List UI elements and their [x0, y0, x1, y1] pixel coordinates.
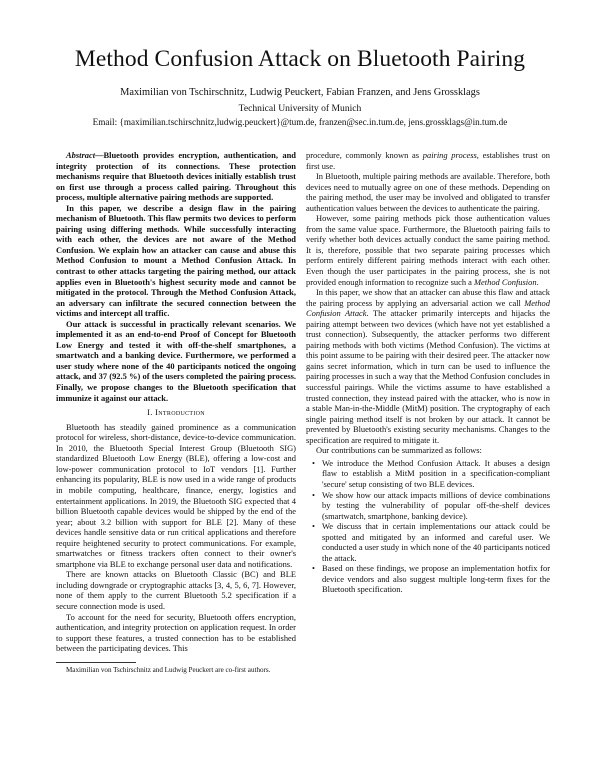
section-number: I.: [147, 407, 153, 418]
emphasis-text: pairing process: [422, 150, 477, 160]
text-run: In this paper, we show that an attacker can abuse this flaw and attack the pairing process by applying an adversarial action we call: [306, 287, 550, 308]
abstract-text: —Bluetooth provides encryption, authentication, and integrity protection of its connections. These protection mechanisms require that Bluetooth devices initially establish trust on first use through a process called pairing. Throughout this process, multiple alternative pairing methods are supported.: [56, 150, 296, 203]
footnote-rule: [56, 662, 136, 663]
list-item-text: Based on these findings, we propose an implementation hotfix for device vendors and also suggest multiple long-term fixes for the Bluetooth specification.: [322, 563, 550, 595]
body-paragraph: [306, 150, 550, 171]
emphasis-text: Method Confusion: [474, 276, 537, 287]
abstract-paragraph: Our attack is successful in practically relevant scenarios. We implemented it as an end-to-end Proof of Concept for Bluetooth Low Energy and tested it with off-the-shelf smartphones, a smartwatch and a banking device. Furthermore, we performed a user study where none of the 40 participants noticed the ongoing attack, and 37 (92.5 %) of the users completed the pairing process. Finally, we propose changes to the Bluetooth specification that immunize it against our attack.: [56, 318, 296, 403]
body-paragraph: [306, 287, 550, 445]
abstract-paragraph: [56, 150, 296, 203]
right-column: [306, 150, 550, 595]
text-run: , establishes trust on first use.: [306, 150, 550, 171]
footnote: Maximilian von Tschirschnitz and Ludwig Peuckert are co-first authors.: [66, 665, 271, 674]
list-item-text: We discuss that in certain implementations our attack could be spotted and mitigated by an informed and careful user. We conducted a user study in which none of the 40 participants noticed the attack.: [322, 521, 550, 563]
body-paragraph: Bluetooth has steadily gained prominence as a communication protocol for wireless, short-distance, device-to-device communication. In 2010, the Bluetooth Special Interest Group (Bluetooth SIG) standardized Bluetooth Low Energy (BLE), offering a low-cost and low-power communication protocol to IoT vendors [1]. Further enhancing its popularity, BLE is now used in a wide range of products in mobile computing, healthcare, finance, energy, logistics and entertainment applications. In 2019, the Bluetooth SIG expected that 4 billion Bluetooth capable devices would be shipped by the end of the year; about 3.2 billion with support for BLE [2]. Many of these devices handle sensitive data or run critical applications and therefore require heightened security to protect communications. For example, smartwatches or fitness trackers often connect to their owner's smartphone via BLE to exchange personal user data and notifications.: [56, 421, 296, 569]
list-item: [306, 490, 550, 522]
paper-title: Method Confusion Attack on Bluetooth Pairing: [74, 46, 526, 72]
body-paragraph: There are known attacks on Bluetooth Classic (BC) and BLE including downgrade or cryptographic attacks [3, 4, 5, 6, 7]. However, none of them apply to the current Bluetooth 5.2 specification if a secure connection mode is used.: [56, 569, 296, 611]
body-paragraph: To account for the need for security, Bluetooth offers encryption, authentication, and integrity protection on application request. In order to support these features, a trusted connection has to be established between the participating devices. This: [56, 611, 296, 654]
author-emails: Email: {maximilian.tschirschnitz,ludwig.peuckert}@tum.de, franzen@sec.in.tum.de, jens.grossklags@in.tum.de: [92, 117, 508, 127]
body-paragraph: Our contributions can be summarized as follows:: [316, 445, 482, 456]
text-run: procedure, commonly known as: [306, 150, 423, 160]
body-paragraph: In Bluetooth, multiple pairing methods are available. Therefore, both devices need to mutually agree on one of these methods. Depending on the pairing method, the user may be involved and obligated to transfer authentication values between the devices to authenticate the pairing.: [306, 171, 550, 213]
abstract-paragraph: In this paper, we describe a design flaw in the pairing mechanism of Bluetooth. This flaw permits two devices to perform pairing using differing methods. While successfully interacting with each other, the devices are not aware of the Method Confusion. We explain how an attacker can cause and abuse this Method Confusion to mount a Method Confusion Attack. In contrast to other attacks targeting the pairing method, our attack applies even in Bluetooth's highest security mode and cannot be mitigated in the protocol. Through the Method Confusion Attack, an adversary can infiltrate the secured connection between the victims and intercept all traffic.: [56, 202, 296, 319]
text-run: . The attacker primarily intercepts and hijacks the pairing attempt between two devices (which have not yet established a trust connection). Subsequently, the attacker performs two different pairing methods with both victims (Method Confusion). The victims at this point assume to be pairing with their desired peer. The attacker now gains secret information, which in turn can be used to influence the pairing processes in such a way that the Method Confusion concludes in successful pairings. While the victims assume to have established a trusted connection, they instead paired with the attacker, who is now in a stable Man-in-the-Middle (MitM) position. The cryptography of each single pairing method itself is not broken by our attack. It cannot be prevented by Bluetooth's existing security mechanisms. Changes to the specification are required to mitigate it.: [306, 308, 551, 445]
bullet-icon: •: [312, 457, 315, 468]
list-item-text: We show how our attack impacts millions of device combinations by testing the vulnerability of popular off-the-shelf devices (smartwatch, smartphone, banking device).: [322, 489, 550, 521]
emphasis-text: Method Confusion Attack: [306, 297, 550, 319]
left-column: [56, 150, 296, 675]
list-item: [306, 563, 550, 595]
list-item: [306, 521, 550, 563]
contribution-list: [306, 458, 550, 595]
author-list: Maximilian von Tschirschnitz, Ludwig Peuckert, Fabian Franzen, and Jens Grossklags: [120, 87, 480, 98]
affiliation: Technical University of Munich: [238, 103, 362, 114]
list-item: [306, 458, 550, 490]
list-item-text: We introduce the Method Confusion Attack. It abuses a design flaw to establish a MitM position in a specification-compliant 'secure' setup consisting of two BLE devices.: [322, 457, 550, 489]
text-run: However, some pairing methods pick those authentication values from the same value space. Furthermore, the Bluetooth pairing fails to verify whether both devices actually conduct the same pairing method. It is, therefore, possible that two separate pairing processes which perform entirely different pairing methods interact with each other. Even though the user participates in the pairing process, she is not provided enough information to recognize such a: [306, 213, 550, 287]
body-paragraph: [306, 213, 550, 287]
abstract-label: Abstract: [66, 150, 96, 160]
bullet-icon: •: [312, 521, 315, 532]
bullet-icon: •: [312, 489, 315, 500]
bullet-icon: •: [312, 563, 315, 574]
section-title: Introduction: [155, 407, 205, 418]
text-run: .: [536, 276, 539, 287]
section-heading: [56, 407, 296, 418]
